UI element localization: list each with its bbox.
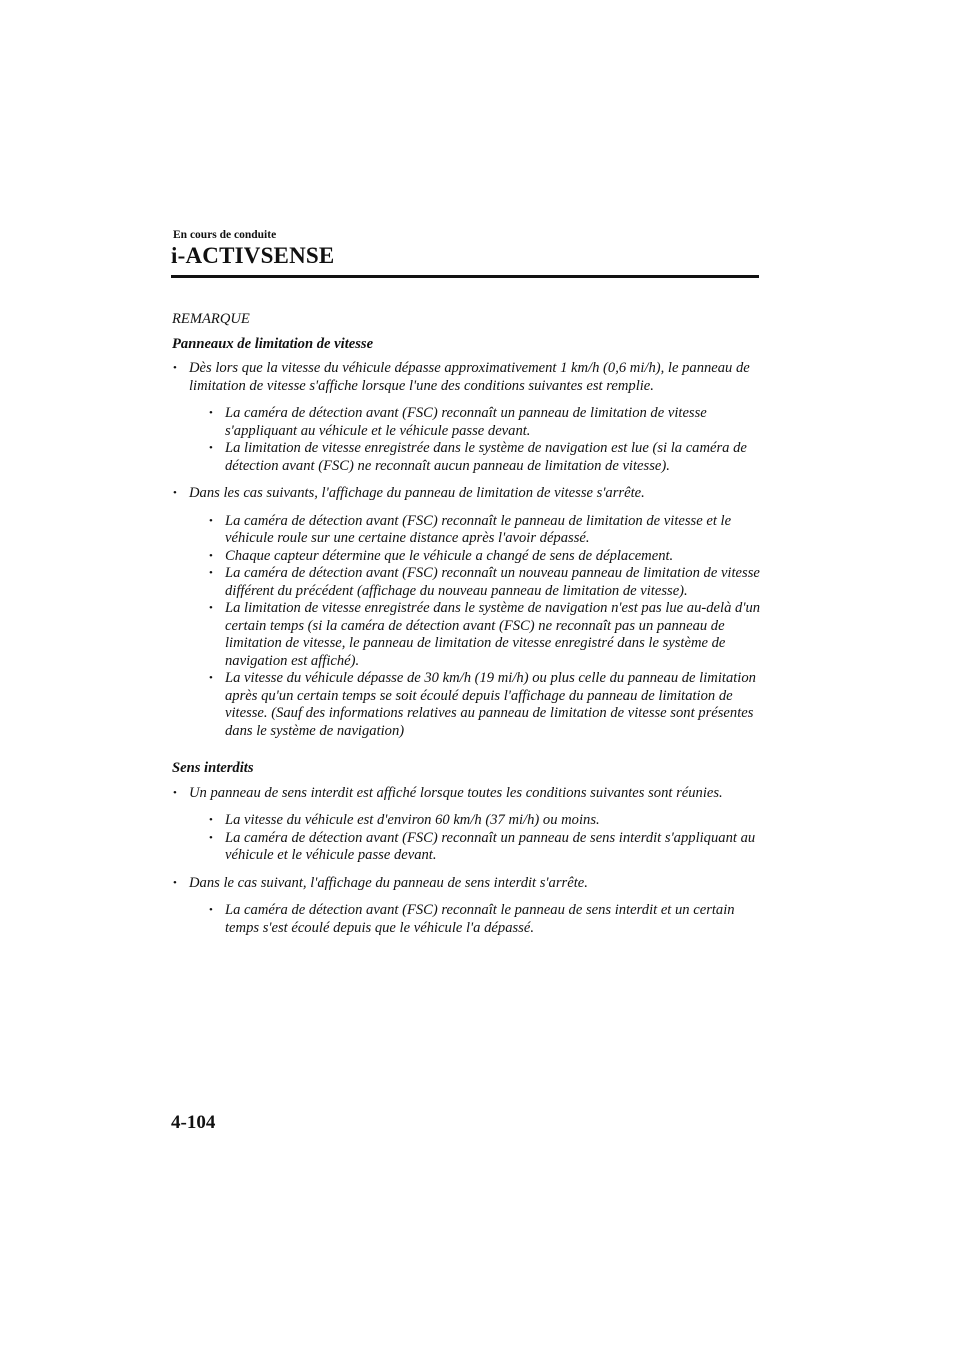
sub-list-item: • La caméra de détection avant (FSC) reconnaît le panneau de sens interdit et un certain temps s'est écoulé depuis que le véhicule l'a dépassé. — [189, 902, 762, 937]
sub-list-item: • La caméra de détection avant (FSC) reconnaît un panneau de sens interdit s'appliquant au véhicule et le véhicule passe devant. — [189, 830, 762, 865]
list-item — [172, 485, 762, 740]
sub-list-item: • La limitation de vitesse enregistrée dans le système de navigation est lue (si la caméra de détection avant (FSC) ne reconnaît aucun panneau de limitation de vitesse). — [189, 440, 762, 475]
bullet-text: Dès lors que la vitesse du véhicule dépasse approximativement 1 km/h (0,6 mi/h), le panneau de limitation de vitesse s'affiche lorsque l'une des conditions suivantes est remplie. — [189, 360, 750, 394]
sub-list-item: • La caméra de détection avant (FSC) reconnaît un nouveau panneau de limitation de vitesse différent du précédent (affichage du nouveau panneau de limitation de vitesse). — [189, 565, 762, 600]
sub-list-item: • La caméra de détection avant (FSC) reconnaît un panneau de limitation de vitesse s'appliquant au véhicule et le véhicule passe devant. — [189, 405, 762, 440]
sub-list-item: • Chaque capteur détermine que le véhicule a changé de sens de déplacement. — [189, 548, 762, 566]
sub-list — [189, 405, 762, 475]
bullet-text: Un panneau de sens interdit est affiché lorsque toutes les conditions suivantes sont réunies. — [189, 784, 723, 801]
header-rule — [171, 275, 759, 278]
sub-list-item: • La vitesse du véhicule est d'environ 60 km/h (37 mi/h) ou moins. — [189, 812, 762, 830]
remark-label: REMARQUE — [172, 311, 250, 327]
bullet-text: Dans le cas suivant, l'affichage du panneau de sens interdit s'arrête. — [189, 874, 588, 891]
speed-signs-list — [172, 360, 762, 740]
speed-signs-heading: Panneaux de limitation de vitesse — [172, 335, 374, 352]
sub-list — [189, 513, 762, 741]
list-item — [172, 785, 762, 865]
section-label: En cours de conduite — [173, 229, 277, 241]
no-entry-list — [172, 785, 762, 938]
page-title: i-ACTIVSENSE — [171, 243, 335, 268]
list-item — [172, 875, 762, 938]
sub-list — [189, 812, 762, 865]
sub-list — [189, 902, 762, 937]
list-item — [172, 360, 762, 475]
sub-list-item: • La limitation de vitesse enregistrée dans le système de navigation n'est pas lue au-delà d'un certain temps (si la caméra de détection avant (FSC) ne reconnaît pas un panneau de limitation de vitesse, le panneau de limitation de vitesse enregistré dans le système de navigation est affiché). — [189, 600, 762, 670]
bullet-text: Dans les cas suivants, l'affichage du panneau de limitation de vitesse s'arrête. — [189, 485, 645, 501]
no-entry-heading: Sens interdits — [172, 760, 254, 776]
sub-list-item: • La vitesse du véhicule dépasse de 30 km/h (19 mi/h) ou plus celle du panneau de limitation après qu'un certain temps se soit écoulé depuis l'affichage du panneau de limitation de vitesse. (Sauf des informations relatives au panneau de limitation de vitesse sont présentes dans le système de navigation) — [189, 670, 762, 740]
main-content — [172, 311, 762, 947]
sub-list-item: • La caméra de détection avant (FSC) reconnaît le panneau de limitation de vitesse et le véhicule roule sur une certaine distance après l'avoir dépassé. — [189, 513, 762, 548]
page-number: 4-104 — [171, 1112, 216, 1133]
